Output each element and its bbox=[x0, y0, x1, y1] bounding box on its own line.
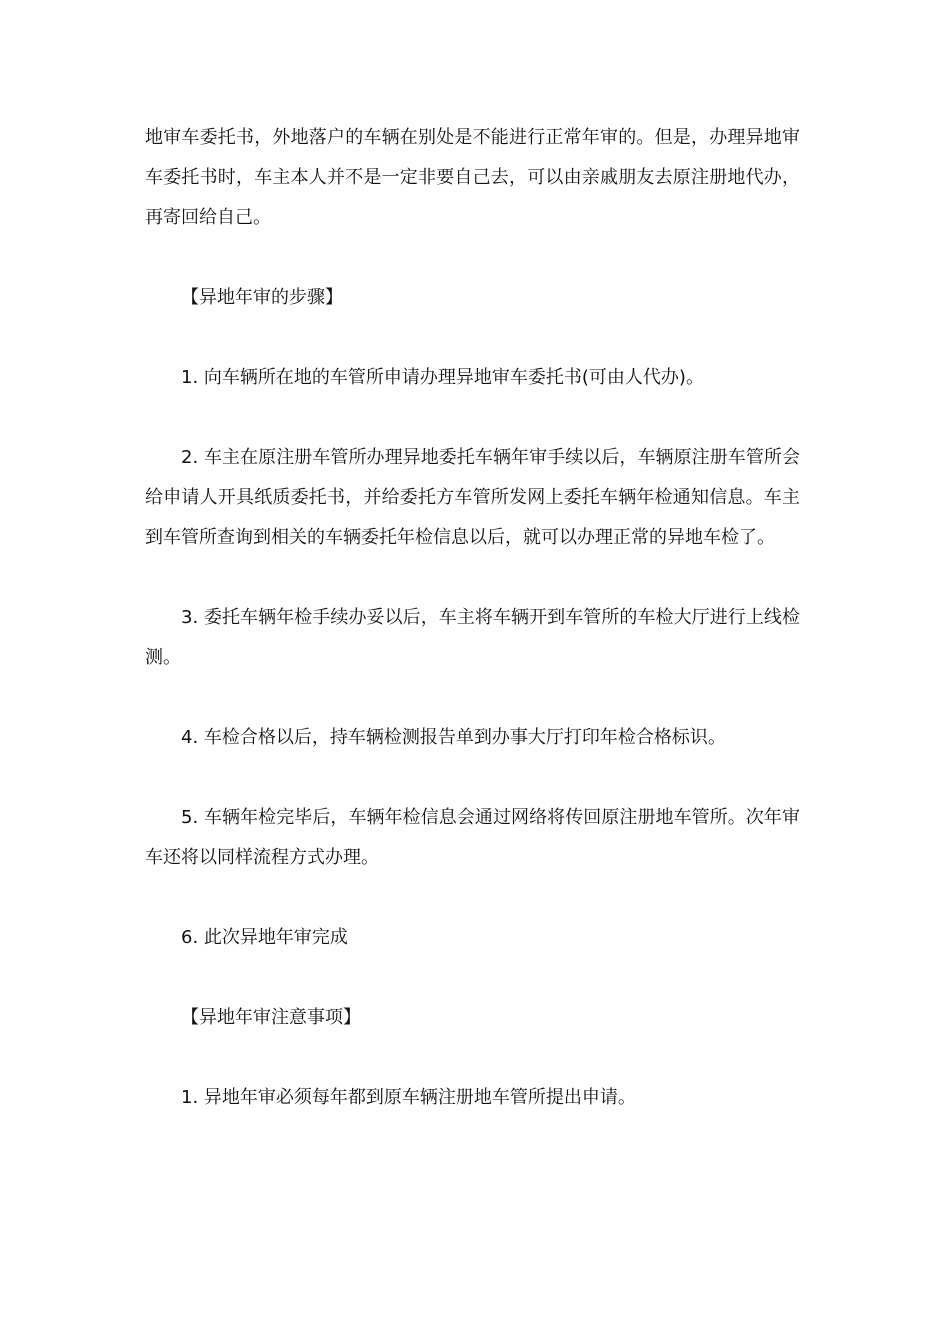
paragraph-spacer bbox=[145, 878, 800, 918]
paragraph-spacer bbox=[145, 958, 800, 998]
paragraph-intro: 地审车委托书，外地落户的车辆在别处是不能进行正常年审的。但是，办理异地审车委托书时，车主本人并不是一定非要自己去，可以由亲戚朋友去原注册地代办，再寄回给自己。 bbox=[145, 127, 800, 228]
step-6: 6. 此次异地年审完成 bbox=[181, 927, 348, 948]
paragraph-spacer bbox=[145, 318, 800, 358]
step-2: 2. 车主在原注册车管所办理异地委托车辆年审手续以后，车辆原注册车管所会给申请人开具纸质委托书，并给委托方车管所发网上委托车辆年检通知信息。车主到车管所查询到相关的车辆委托年检信息以后，就可以办理正常的异地车检了。 bbox=[145, 447, 800, 548]
paragraph-spacer bbox=[145, 1038, 800, 1078]
step-4: 4. 车检合格以后，持车辆检测报告单到办事大厅打印年检合格标识。 bbox=[181, 727, 726, 748]
paragraph-spacer bbox=[145, 758, 800, 798]
section-heading-notes: 【异地年审注意事项】 bbox=[181, 1007, 361, 1028]
step-3: 3. 委托车辆年检手续办妥以后，车主将车辆开到车管所的车检大厅进行上线检测。 bbox=[145, 607, 800, 668]
paragraph-spacer bbox=[145, 558, 800, 598]
document-body bbox=[145, 118, 800, 1118]
step-5: 5. 车辆年检完毕后，车辆年检信息会通过网络将传回原注册地车管所。次年审车还将以同样流程方式办理。 bbox=[145, 807, 800, 868]
paragraph-spacer bbox=[145, 238, 800, 278]
section-heading-steps: 【异地年审的步骤】 bbox=[181, 287, 343, 308]
paragraph-spacer bbox=[145, 678, 800, 718]
step-1: 1. 向车辆所在地的车管所申请办理异地审车委托书(可由人代办)。 bbox=[181, 367, 704, 388]
paragraph-spacer bbox=[145, 398, 800, 438]
note-1: 1. 异地年审必须每年都到原车辆注册地车管所提出申请。 bbox=[181, 1087, 636, 1108]
